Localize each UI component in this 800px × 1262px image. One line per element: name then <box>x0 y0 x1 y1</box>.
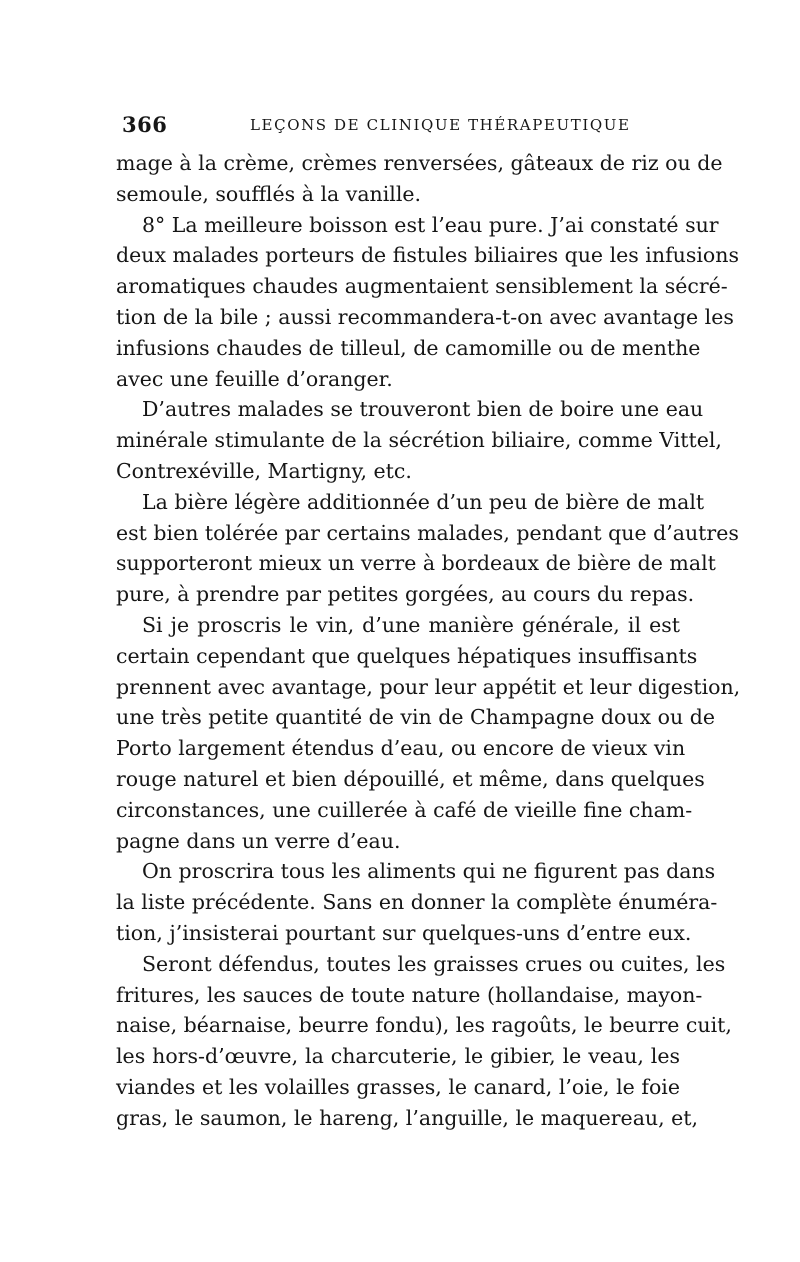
text-line: certain cependant que quelques hépatiques insuffisants <box>116 643 698 668</box>
text-line: infusions chaudes de tilleul, de camomille ou de menthe <box>116 335 701 360</box>
text-line: D’autres malades se trouveront bien de boire une eau <box>142 397 704 422</box>
running-title: LEÇONS DE CLINIQUE THÉRAPEUTIQUE <box>250 116 631 134</box>
text-line: pagne dans un verre d’eau. <box>116 828 401 853</box>
text-line: deux malades porteurs de fistules biliaires que les infusions <box>116 243 739 268</box>
text-line: La bière légère additionnée d’un peu de bière de malt <box>142 489 705 514</box>
text-line: minérale stimulante de la sécrétion biliaire, comme Vittel, <box>116 428 722 453</box>
text-line: rouge naturel et bien dépouillé, et même, dans quelques <box>116 766 705 791</box>
text-line: avec une feuille d’oranger. <box>116 366 393 391</box>
page-number: 366 <box>122 112 168 137</box>
text-line: la liste précédente. Sans en donner la complète énuméra- <box>116 890 718 915</box>
text-line: naise, béarnaise, beurre fondu), les ragoûts, le beurre cuit, <box>116 1013 732 1038</box>
text-line: tion de la bile ; aussi recommandera-t-on avec avantage les <box>116 304 734 329</box>
text-line: est bien tolérée par certains malades, pendant que d’autres <box>116 520 739 545</box>
text-line: fritures, les sauces de toute nature (hollandaise, mayon- <box>116 982 703 1007</box>
text-line: Seront défendus, toutes les graisses crues ou cuites, les <box>142 951 726 976</box>
text-line: pure, à prendre par petites gorgées, au cours du repas. <box>116 582 695 607</box>
text-line: tion, j’insisterai pourtant sur quelques-uns d’entre eux. <box>116 920 692 945</box>
text-line: 8° La meilleure boisson est l’eau pure. J’ai constaté sur <box>142 212 719 237</box>
text-line: semoule, soufflés à la vanille. <box>116 181 422 206</box>
text-line: les hors-d’œuvre, la charcuterie, le gibier, le veau, les <box>116 1044 680 1069</box>
text-line: supporteront mieux un verre à bordeaux de bière de malt <box>116 551 716 576</box>
text-line: prennent avec avantage, pour leur appétit et leur digestion, <box>116 674 741 699</box>
text-line: une très petite quantité de vin de Champagne doux ou de <box>116 705 715 730</box>
page-header <box>122 112 682 142</box>
text-line: circonstances, une cuillerée à café de vieille fine cham- <box>116 797 693 822</box>
text-line: mage à la crème, crèmes renversées, gâteaux de riz ou de <box>116 151 723 175</box>
text-line: viandes et les volailles grasses, le canard, l’oie, le foie <box>116 1074 680 1099</box>
text-line: On proscrira tous les aliments qui ne figurent pas dans <box>142 859 716 884</box>
text-line: aromatiques chaudes augmentaient sensiblement la sécré- <box>116 274 728 299</box>
text-line: Si je proscris le vin, d’une manière générale, il est <box>142 612 680 637</box>
text-line: Contrexéville, Martigny, etc. <box>116 458 412 483</box>
text-line: Porto largement étendus d’eau, ou encore de vieux vin <box>116 736 686 761</box>
body-text <box>116 148 741 1134</box>
text-line: gras, le saumon, le hareng, l’anguille, le maquereau, et, <box>116 1105 699 1130</box>
